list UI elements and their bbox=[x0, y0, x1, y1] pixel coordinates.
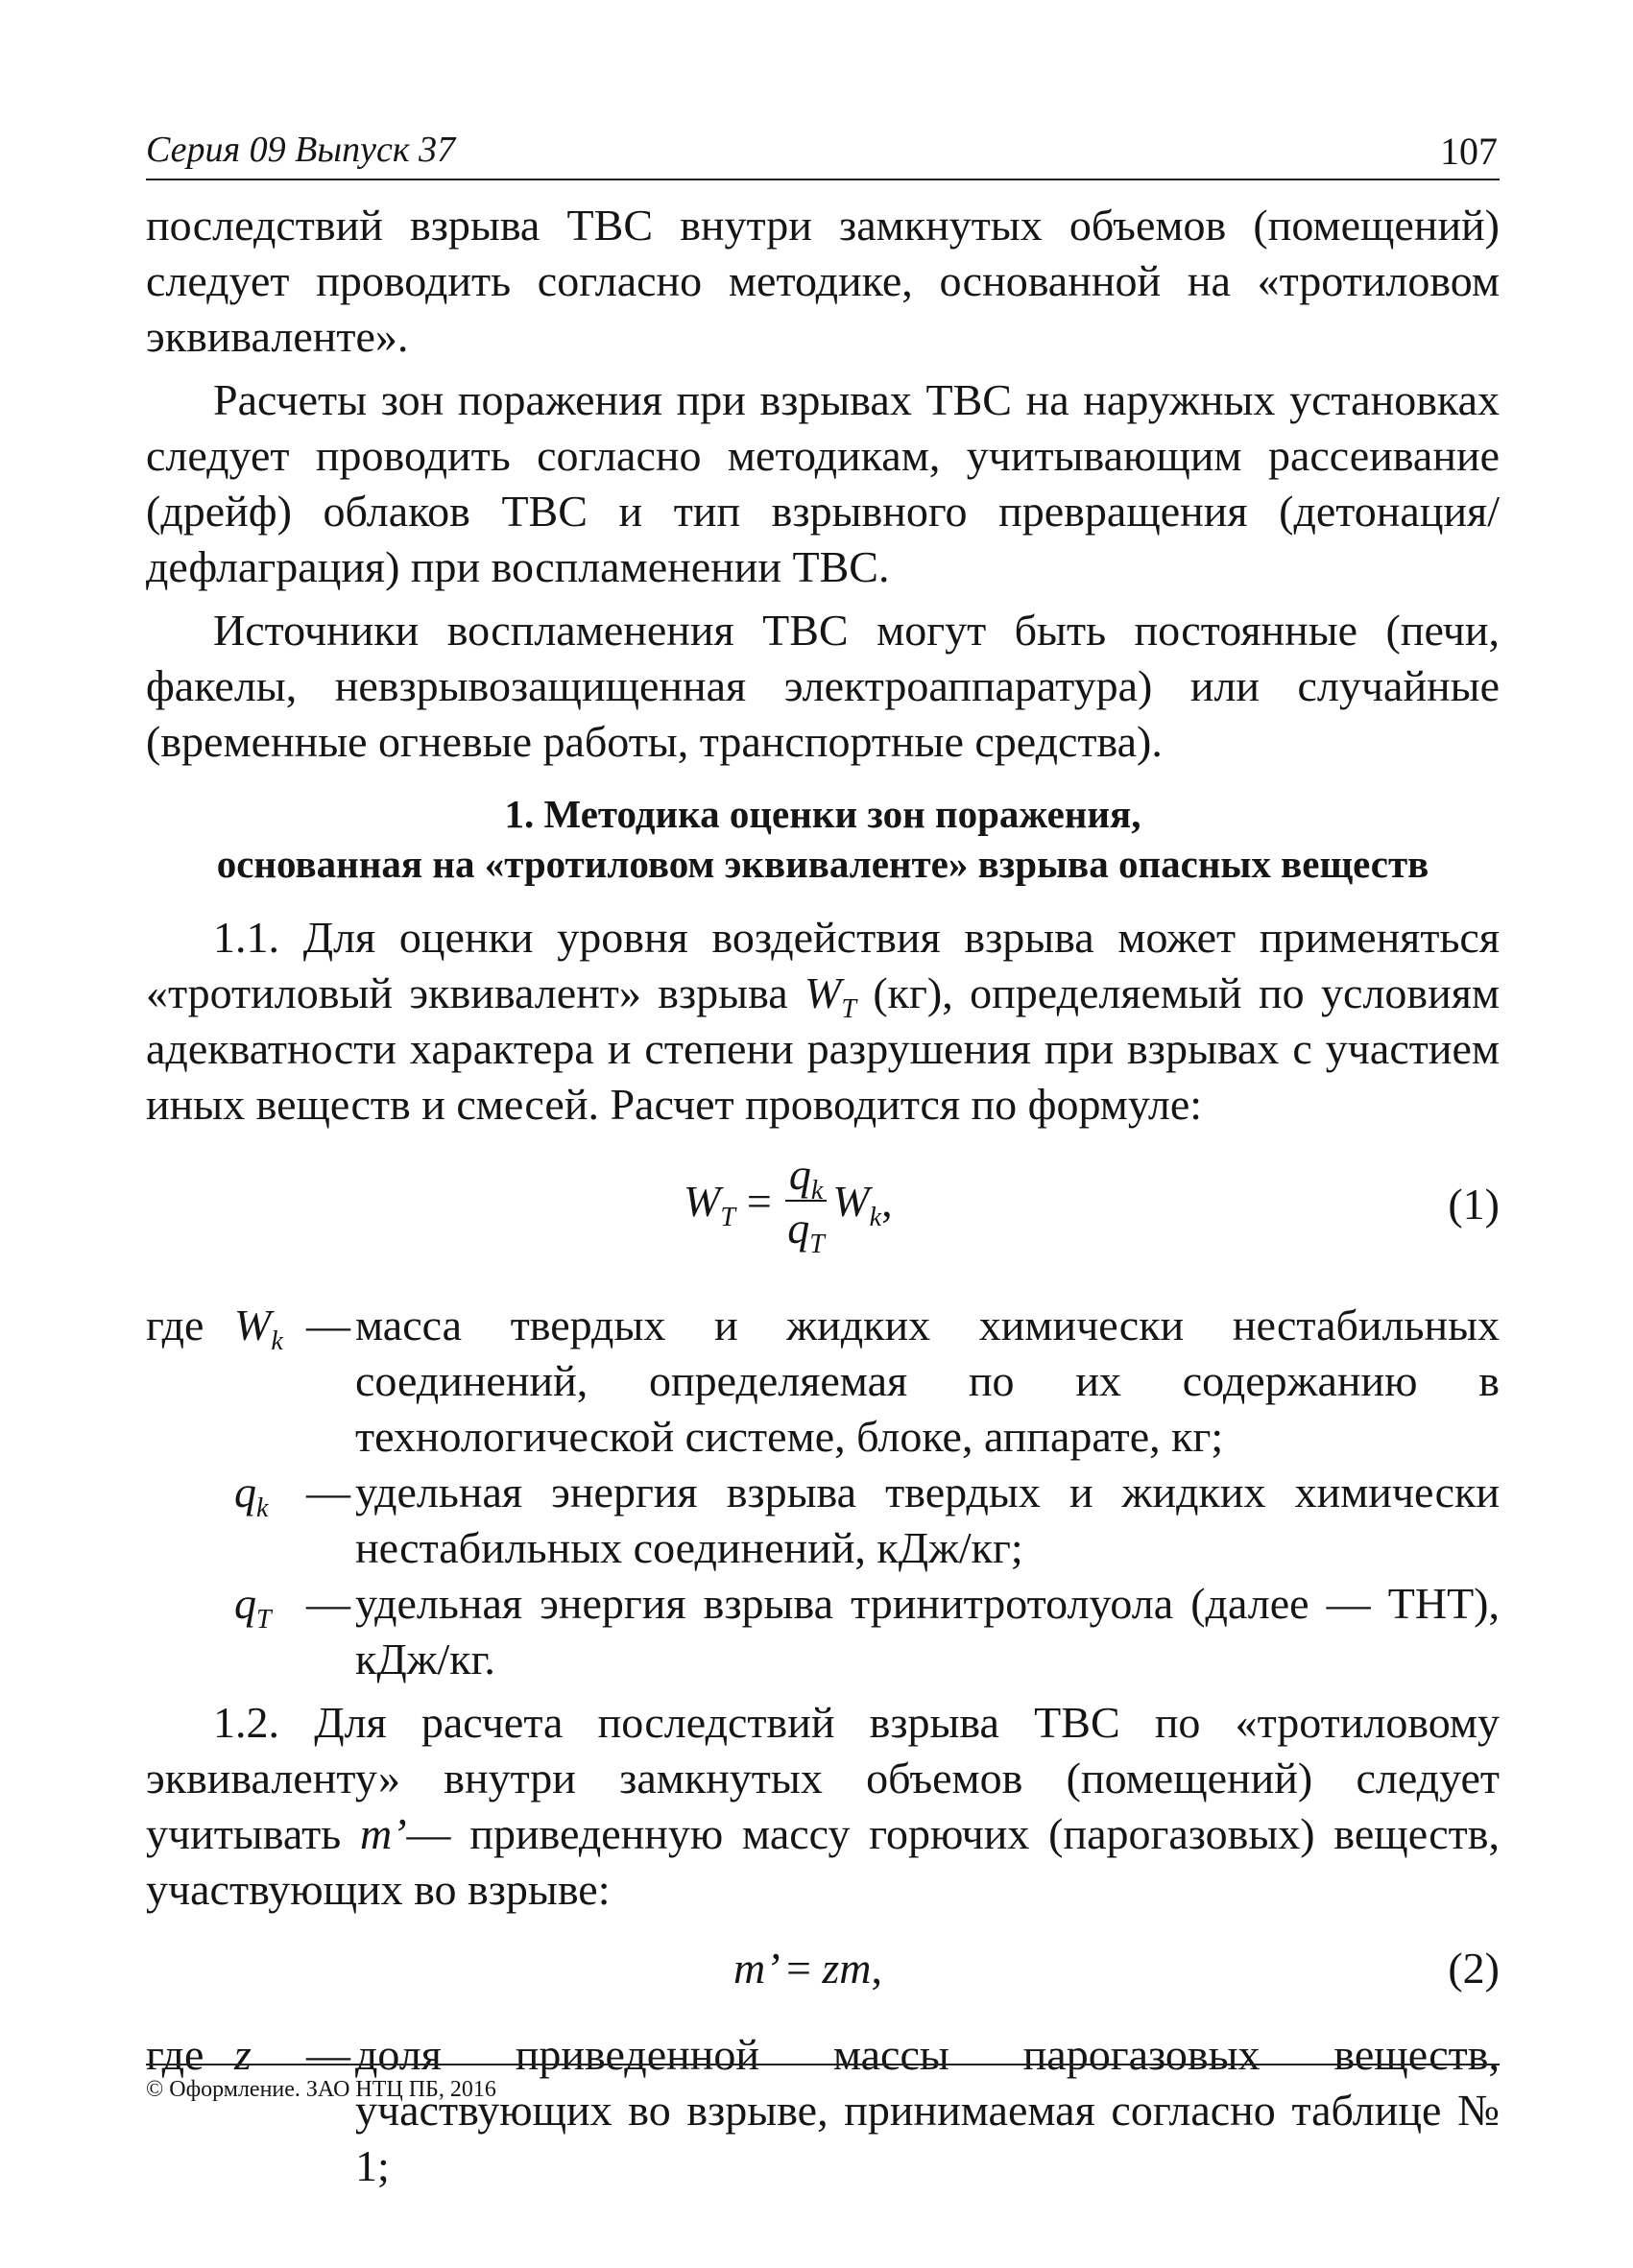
definition-text: масса твердых и жидких химически нестабильных соединений, определяемая по их содержанию в технологической системе, блоке, аппарате, кг; bbox=[355, 1301, 1500, 1461]
def-sym-subscript: k bbox=[256, 1493, 269, 1523]
f1-num-subscript: k bbox=[810, 1176, 824, 1206]
f2-equals: = bbox=[785, 1944, 811, 1993]
definition-dash: — bbox=[306, 1301, 350, 1349]
series-label: Серия 09 Выпуск 37 bbox=[146, 130, 456, 170]
definition-item bbox=[146, 1298, 1500, 1465]
definitions-1 bbox=[146, 1298, 1500, 1687]
definition-item bbox=[146, 2027, 1500, 2194]
def-sym-letter: q bbox=[234, 1579, 256, 1628]
f1-rhs bbox=[832, 1174, 893, 1232]
f2-lhs: m’ bbox=[733, 1944, 776, 1993]
f2-rhs: zm bbox=[822, 1944, 872, 1993]
paragraph-1-1 bbox=[146, 910, 1500, 1133]
definition-dash: — bbox=[306, 2030, 350, 2079]
p12-text-before: 1.2. Для расчета последствий взрыва ТВС по «тротиловому эквиваленту» внутри замкнутых объемов (помещений) следует учитывать bbox=[146, 1698, 1500, 1858]
definition-symbol bbox=[225, 1298, 301, 1465]
f1-numerator bbox=[785, 1150, 827, 1206]
section-title-line2: основанная на «тротиловом эквиваленте» взрыва опасных веществ bbox=[216, 842, 1429, 886]
paragraph-ignition-sources: Источники воспламенения ТВС могут быть постоянные (печи, факелы, невзрывозащищенная электроаппаратура) или случайные (временные огневые работы, транспортные средства). bbox=[146, 606, 1500, 766]
definition-dash: — bbox=[306, 1579, 350, 1628]
formula-1 bbox=[146, 1140, 1500, 1284]
definition-prefix bbox=[146, 1576, 225, 1687]
f1-den-letter: q bbox=[787, 1204, 810, 1253]
def-sym-letter: q bbox=[234, 1468, 256, 1516]
p12-text-after: — приведенную массу горючих (парогазовых) веществ, участвующих во взрыве: bbox=[146, 1809, 1501, 1914]
f1-fraction bbox=[785, 1150, 827, 1259]
f1-num-letter: q bbox=[788, 1150, 811, 1199]
definition-symbol bbox=[225, 1465, 301, 1576]
formula-1-expression bbox=[684, 1150, 893, 1259]
equation-number-1: (1) bbox=[1448, 1180, 1500, 1229]
definition-item bbox=[146, 1465, 1500, 1576]
p11-variable bbox=[804, 968, 856, 1024]
def-sym-letter: W bbox=[234, 1301, 272, 1349]
p11-text-after: (кг), определяемый по условиям адекватности характера и степени разрушения при взрывах с участием иных веществ и смесей. Расчет проводится по формуле: bbox=[146, 968, 1500, 1129]
formula-2 bbox=[146, 1941, 1500, 2008]
formula-2-expression bbox=[733, 1941, 882, 1996]
copyright-text: © Оформление. ЗАО НТЦ ПБ, 2016 bbox=[146, 2077, 496, 2102]
f1-den-subscript: T bbox=[809, 1229, 825, 1259]
definition-item bbox=[146, 1576, 1500, 1687]
running-header bbox=[146, 125, 1500, 180]
f1-rhs-subscript: k bbox=[869, 1203, 882, 1232]
p11-var-subscript: T bbox=[841, 994, 856, 1024]
definitions-2 bbox=[146, 2027, 1500, 2194]
paragraph-continuation: последствий взрыва ТВС внутри замкнутых объемов (помещений) следует проводить согласно методике, основанной на «тротиловом эквиваленте». bbox=[146, 201, 1500, 361]
f1-lhs-letter: W bbox=[684, 1177, 721, 1226]
f1-comma: , bbox=[881, 1177, 893, 1226]
paragraph-1-2 bbox=[146, 1695, 1500, 1918]
p12-variable: m’ bbox=[359, 1809, 407, 1858]
f1-lhs-subscript: T bbox=[720, 1203, 735, 1232]
p11-text-before: 1.1. Для оценки уровня воздействия взрыва может применяться «тротиловый эквивалент» взрыва bbox=[146, 913, 1500, 1017]
definition-prefix bbox=[146, 1465, 225, 1576]
definition-symbol bbox=[225, 1576, 301, 1687]
def-sym-subscript: k bbox=[271, 1326, 283, 1356]
f1-equals: = bbox=[746, 1177, 772, 1226]
definition-prefix: где bbox=[146, 1301, 204, 1349]
equation-number-2: (2) bbox=[1448, 1944, 1500, 1993]
definition-prefix: где bbox=[146, 2030, 204, 2079]
f1-rhs-letter: W bbox=[832, 1177, 870, 1226]
f2-comma: , bbox=[871, 1944, 883, 1993]
definition-dash: — bbox=[306, 1468, 350, 1516]
f1-lhs bbox=[684, 1174, 735, 1232]
section-title bbox=[146, 789, 1500, 889]
def-sym-subscript: T bbox=[256, 1605, 272, 1635]
definition-text: удельная энергия взрыва тринитротолуола (далее — ТНТ), кДж/кг. bbox=[355, 1579, 1500, 1683]
definition-symbol: z bbox=[234, 2030, 252, 2079]
section-title-line1: 1. Методика оценки зон поражения, bbox=[504, 792, 1141, 836]
page-body bbox=[146, 198, 1500, 2200]
definition-text: удельная энергия взрыва твердых и жидких химически нестабильных соединений, кДж/кг; bbox=[355, 1468, 1500, 1572]
page-number: 107 bbox=[1440, 130, 1498, 173]
p11-var-letter: W bbox=[804, 968, 842, 1017]
page-footer bbox=[146, 2064, 1500, 2103]
definition-text: доля приведенной массы парогазовых веществ, участвующих во взрыве, принимаемая согласно таблице № 1; bbox=[355, 2030, 1500, 2190]
paragraph-outdoor-zones: Расчеты зон поражения при взрывах ТВС на наружных установках следует проводить согласно методикам, учитывающим рассеивание (дрейф) облаков ТВС и тип взрывного превращения (детонация/дефлаграция) при воспламенении ТВС. bbox=[146, 375, 1500, 591]
f1-denominator bbox=[787, 1202, 825, 1259]
